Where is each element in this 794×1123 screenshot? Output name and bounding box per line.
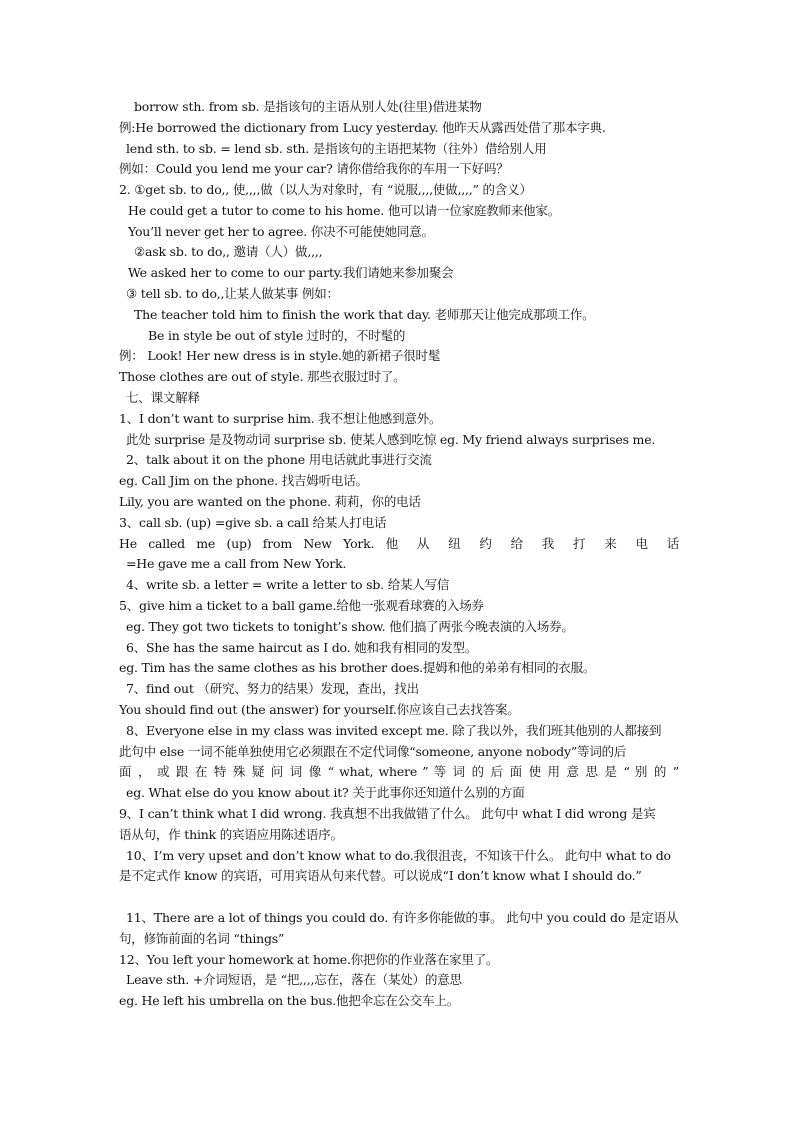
text-line: ②ask sb. to do,, 邀请（人）做,,,, xyxy=(134,244,323,259)
text-line: 9、I can’t think what I did wrong. 我真想不出我做错了什么。 此句中 what I did wrong 是宾 xyxy=(119,806,656,821)
text-line: Those clothes are out of style. 那些衣服过时了。 xyxy=(119,369,406,384)
text-line: borrow sth. from sb. 是指该句的主语从别人处(往里)借进某物 xyxy=(134,99,482,114)
text-line: eg. What else do you know about it? 关于此事你还知道什么别的方面 xyxy=(126,785,525,800)
text-line: =He gave me a call from New York. xyxy=(126,556,347,571)
text-line: 4、write sb. a letter = write a letter to sb. 给某人写信 xyxy=(126,577,450,592)
text-line: 是不定式作 know 的宾语，可用宾语从句来代替。可以说成“I don’t know what I should do.” xyxy=(119,868,642,883)
text-line: Lily, you are wanted on the phone. 莉莉，你的电话 xyxy=(119,494,421,509)
text-line: 1、I don’t want to surprise him. 我不想让他感到意外。 xyxy=(119,411,442,426)
text-line: You’ll never get her to agree. 你决不可能使她同意。 xyxy=(128,224,434,239)
text-line: eg. They got two tickets to tonight’s show. 他们搞了两张今晚表演的入场券。 xyxy=(126,619,574,634)
text-line: 此句中 else 一词不能单独使用它必须跟在不定代词像“someone, anyone nobody”等词的后 xyxy=(119,744,627,759)
text-line: We asked her to come to our party.我们请她来参加聚会 xyxy=(128,265,454,280)
text-line: 6、She has the same haircut as I do. 她和我有相同的发型。 xyxy=(126,640,478,655)
text-line: 面 ， 或 跟 在 特 殊 疑 问 词 像 “ what, where ” 等 词 的 后 面 使 用 意 思 是 “ 别 的 ” xyxy=(119,764,679,779)
text-line: Be in style be out of style 过时的，不时髦的 xyxy=(148,328,406,343)
text-line: eg. Tim has the same clothes as his brother does.提姆和他的弟弟有相同的衣服。 xyxy=(119,660,596,675)
text-line: eg. He left his umbrella on the bus.他把伞忘在公交车上。 xyxy=(119,993,460,1008)
text-line: 3、call sb. (up) =give sb. a call 给某人打电话 xyxy=(119,515,387,530)
text-line: 2、talk about it on the phone 用电话就此事进行交流 xyxy=(126,452,432,467)
text-line: 11、There are a lot of things you could do. 有许多你能做的事。 此句中 you could do 是定语从 xyxy=(126,910,679,925)
text-line: 例： Look! Her new dress is in style.她的新裙子很时髦 xyxy=(119,348,441,363)
text-line: 例如：Could you lend me your car? 请你借给我你的车用一下好吗？ xyxy=(119,161,509,176)
text-line: Leave sth. +介词短语，是 “把,,,,忘在，落在（某处）的意思 xyxy=(126,972,462,987)
text-line: 例:He borrowed the dictionary from Lucy yesterday. 他昨天从露西处借了那本字典. xyxy=(119,120,606,135)
text-line: 7、find out （研究、努力的结果）发现，查出，找出 xyxy=(126,681,419,696)
text-line: The teacher told him to finish the work that day. 老师那天让他完成那项工作。 xyxy=(134,307,595,322)
text-line: eg. Call Jim on the phone. 找吉姆听电话。 xyxy=(119,473,368,488)
text-line: 语从句，作 think 的宾语应用陈述语序。 xyxy=(119,827,343,842)
text-line: 句，修饰前面的名词 “things” xyxy=(119,931,285,946)
text-line: 10、I’m very upset and don’t know what to do.我很沮丧，不知该干什么。 此句中 what to do xyxy=(126,848,671,863)
text-line: lend sth. to sb. = lend sb. sth. 是指该句的主语把某物（往外）借给别人用 xyxy=(126,141,547,156)
text-line: 5、give him a ticket to a ball game.给他一张观看球赛的入场券 xyxy=(119,598,484,613)
text-line: ③ tell sb. to do,,让某人做某事 例如： xyxy=(126,286,339,301)
text-line: 12、You left your homework at home.你把你的作业落在家里了。 xyxy=(119,952,499,967)
text-line: 此处 surprise 是及物动词 surprise sb. 使某人感到吃惊 eg. My friend always surprises me. xyxy=(126,432,656,447)
text-line: You should find out (the answer) for yourself.你应该自己去找答案。 xyxy=(119,702,520,717)
text-line: 2. ①get sb. to do,, 使,,,,做（以人为对象时，有 “说服,,,,使做,,,,” 的含义） xyxy=(119,182,532,197)
text-line: He could get a tutor to come to his home. 他可以请一位家庭教师来他家。 xyxy=(128,203,561,218)
text-line: 8、Everyone else in my class was invited except me. 除了我以外，我们班其他别的人都接到 xyxy=(126,723,662,738)
text-line: 七、课文解释 xyxy=(126,390,200,405)
text-line: He called me (up) from New York. 他 从 纽 约 给 我 打 来 电 话 xyxy=(119,536,679,551)
